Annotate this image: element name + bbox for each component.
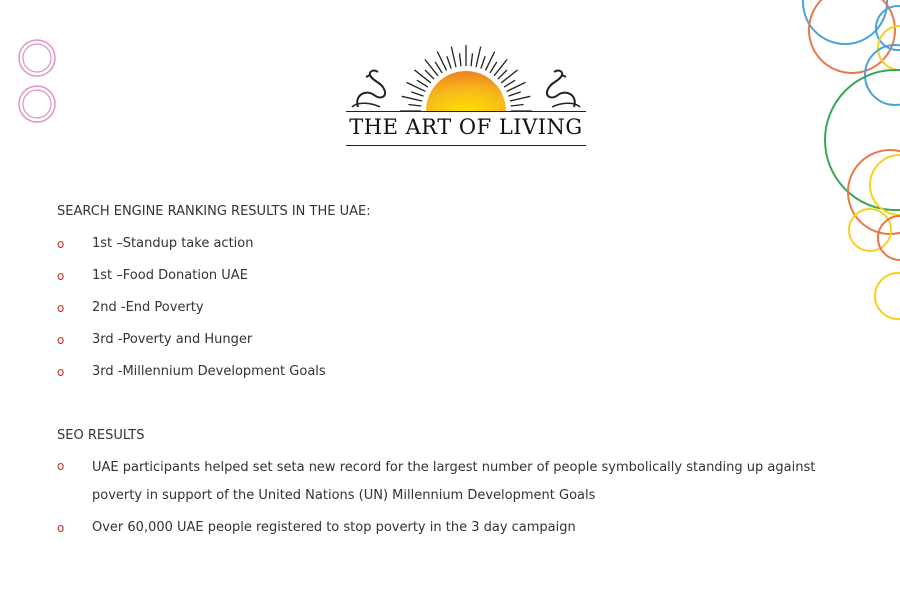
art-of-living-logo	[344, 45, 588, 151]
seo-section	[57, 420, 837, 544]
section-heading: SEO RESULTS	[57, 428, 145, 443]
sun-ray	[471, 53, 472, 66]
sun-ray	[425, 70, 434, 79]
sun-ray	[510, 96, 530, 101]
list-item	[57, 324, 837, 356]
ranking-list	[57, 228, 837, 388]
sun-ray	[498, 70, 507, 79]
section-gap	[57, 388, 837, 420]
slide-content	[57, 196, 837, 544]
sun-ray	[447, 56, 451, 68]
list-item	[57, 356, 837, 388]
bullet-marker: o	[57, 365, 65, 379]
list-item	[57, 512, 837, 544]
list-item	[57, 260, 837, 292]
logo-text: THE ART OF LIVING	[349, 115, 583, 139]
seo-list	[57, 452, 837, 544]
sun-ray	[411, 92, 423, 96]
list-item-text: 1st –Food Donation UAE	[92, 268, 248, 283]
bullet-marker: o	[57, 521, 65, 535]
sun-ray	[504, 80, 515, 87]
list-item-text: 1st –Standup take action	[92, 236, 254, 251]
sun-ray	[508, 92, 520, 96]
sun-ray	[490, 62, 497, 73]
list-item-text: 3rd -Poverty and Hunger	[92, 332, 253, 347]
bullet-marker: o	[57, 301, 65, 315]
sun-ray	[414, 70, 430, 83]
bullet-marker: o	[57, 459, 65, 473]
section-heading: SEARCH ENGINE RANKING RESULTS IN THE UAE:	[57, 204, 371, 219]
list-item	[57, 452, 837, 512]
bullet-marker: o	[57, 269, 65, 283]
list-item-text: 2nd -End Poverty	[92, 300, 204, 315]
ranking-section	[57, 196, 837, 388]
sun-ray	[402, 96, 422, 101]
sun-ray	[501, 70, 517, 83]
decorative-rings-left	[0, 0, 80, 140]
sun-ray	[408, 105, 421, 106]
sun-ray	[417, 80, 428, 87]
sun-ray	[476, 47, 481, 67]
logo-rule-bottom	[346, 145, 586, 146]
logo-rule-top	[346, 111, 586, 112]
sun-ray	[460, 53, 461, 66]
list-item-text: 3rd -Millennium Development Goals	[92, 364, 326, 379]
sun-and-swans-icon	[344, 45, 588, 115]
sun-ray	[494, 59, 507, 75]
list-item-text: UAE participants helped set seta new record for the largest number of people symbolically standing up against poverty in support of the United Nations (UN) Millennium Development Goals	[92, 460, 816, 503]
sun-ray	[425, 59, 438, 75]
sun-ray	[435, 62, 442, 73]
bullet-marker: o	[57, 237, 65, 251]
sun-ray	[511, 105, 524, 106]
list-item-text: Over 60,000 UAE people registered to stop poverty in the 3 day campaign	[92, 520, 576, 535]
sun-ray	[481, 56, 485, 68]
list-item	[57, 228, 837, 260]
sun-ray	[451, 47, 456, 67]
bullet-marker: o	[57, 333, 65, 347]
list-item	[57, 292, 837, 324]
